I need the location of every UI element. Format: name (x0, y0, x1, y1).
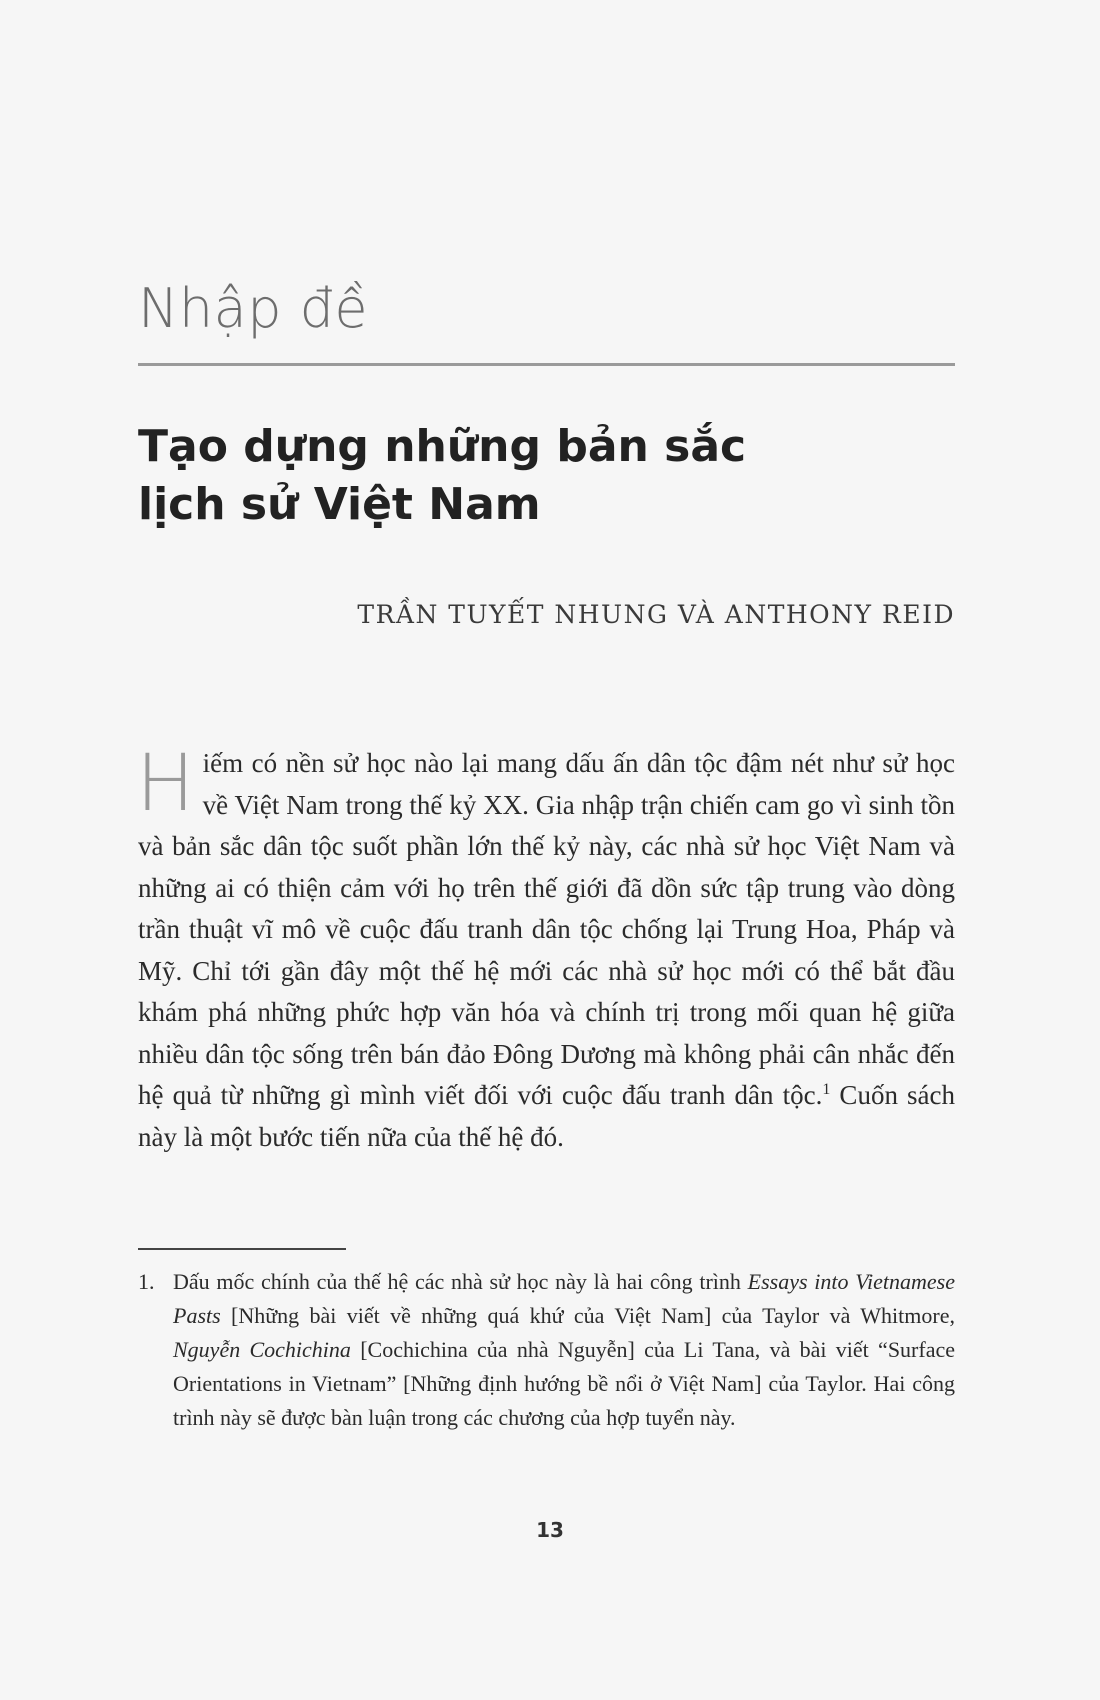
footnote-text-segment: [Những bài viết về những quá khứ của Việt Nam] của Taylor và Whitmore, (220, 1303, 955, 1328)
footnote-book-title: Nguyễn Cochichina (173, 1337, 351, 1362)
chapter-label: Nhập đề (138, 277, 369, 340)
drop-cap: H (136, 739, 195, 829)
footnote-text (173, 1265, 955, 1435)
chapter-divider (138, 363, 955, 366)
page-number: 13 (536, 1518, 564, 1542)
chapter-authors: TRẦN TUYẾT NHUNG VÀ ANTHONY REID (357, 600, 955, 629)
footnote-text-segment: [Cochichina của nhà Nguyễn] của Li Tana, và bài viết “Surface Orientations in Vietnam” [Những định hướng bề nổi ở Việt Nam] của Taylor. Hai công trình này sẽ được bàn luận trong các chương của hợp tuyển này. (173, 1337, 955, 1430)
chapter-title-line-2: lịch sử Việt Nam (138, 479, 541, 530)
body-paragraph (136, 739, 956, 1158)
chapter-title (138, 418, 955, 534)
footnote (138, 1265, 955, 1435)
footnote-divider (138, 1248, 346, 1250)
body-text-part-2: Cuốn sách này là một bước tiến nữa của thế hệ đó. (138, 1080, 956, 1152)
footnote-text-segment: Dấu mốc chính của thế hệ các nhà sử học này là hai công trình (173, 1269, 748, 1294)
body-text-part-1: iếm có nền sử học nào lại mang dấu ấn dân tộc đậm nét như sử học về Việt Nam trong thế kỷ XX. Gia nhập trận chiến cam go vì sinh tồn và bản sắc dân tộc suốt phần lớn thế kỷ này, các nhà sử học Việt Nam và những ai có thiện cảm với họ trên thế giới đã dồn sức tập trung vào dòng trần thuật vĩ mô về cuộc đấu tranh dân tộc chống lại Trung Hoa, Pháp và Mỹ. Chỉ tới gần đây một thế hệ mới các nhà sử học mới có thể bắt đầu khám phá những phức hợp văn hóa và chính trị trong mối quan hệ giữa nhiều dân tộc sống trên bán đảo Đông Dương mà không phải cân nhắc đến hệ quả từ những gì mình viết đối với cuộc đấu tranh dân tộc. (138, 748, 955, 1110)
footnote-book-title: Essays into Vietnamese Pasts (173, 1269, 955, 1328)
footnote-number: 1. (138, 1269, 155, 1294)
chapter-title-line-1: Tạo dựng những bản sắc (138, 421, 747, 472)
footnote-reference[interactable]: 1 (822, 1081, 831, 1098)
